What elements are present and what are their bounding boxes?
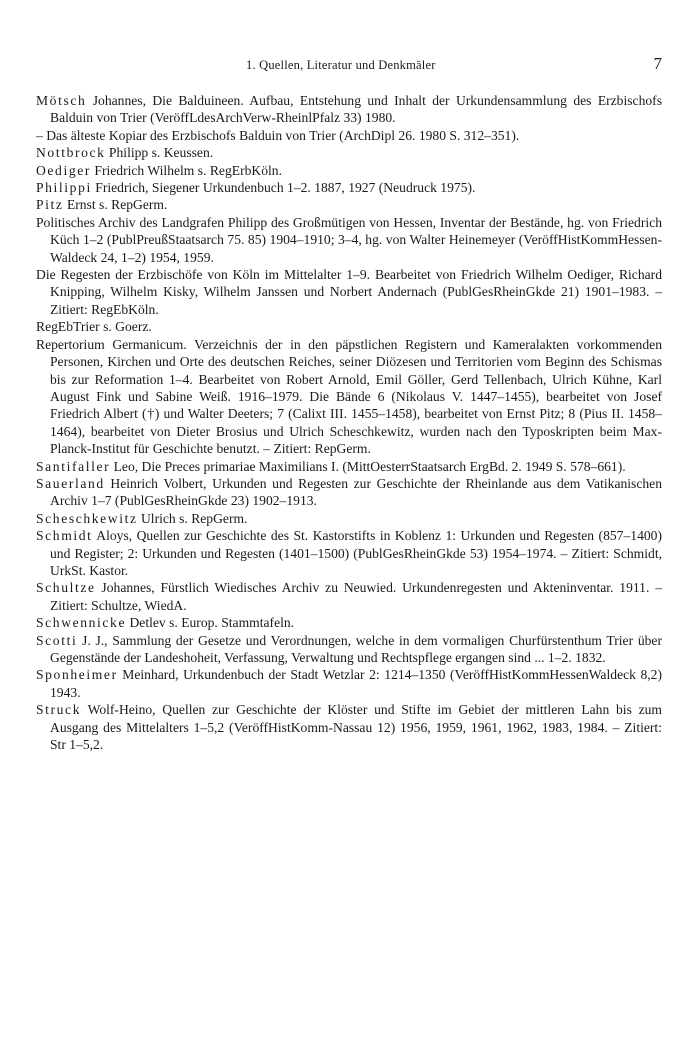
bibliography-entry — [36, 458, 662, 475]
entry-text: Johannes, Die Balduineen. Aufbau, Entstehung und Inhalt der Urkundensammlung des Erzbischofs Balduin von Trier (VeröffLdesArchVerw-RheinlPfalz 33) 1980. — [50, 93, 662, 126]
entry-text: Die Regesten der Erzbischöfe von Köln im Mittelalter 1–9. Bearbeitet von Friedrich Wilhelm Oediger, Richard Knipping, Wilhelm Kisky, Wilhelm Janssen und Norbert Andernach (PublGesRheinGkde 21) 1901–1983. – Zitiert: RegEbKöln. — [36, 267, 662, 317]
entry-author: Schmidt — [36, 528, 93, 544]
entry-author: Scheschkewitz — [36, 510, 138, 526]
entry-author: Pitz — [36, 197, 64, 213]
bibliography-entry — [36, 179, 662, 196]
page-header — [36, 56, 662, 76]
bibliography-entry — [36, 196, 662, 213]
entry-text: Friedrich Wilhelm s. RegErbKöln. — [90, 162, 282, 178]
entry-author: Philippi — [36, 180, 92, 196]
entry-text: Philipp s. Keussen. — [105, 145, 214, 161]
bibliography-entry — [36, 614, 662, 631]
entry-author: Schultze — [36, 580, 96, 596]
bibliography-list — [36, 92, 662, 753]
bibliography-entry — [36, 701, 662, 753]
bibliography-entry — [36, 579, 662, 614]
entry-author: Oediger — [36, 162, 91, 178]
bibliography-entry — [36, 475, 662, 510]
bibliography-entry — [36, 214, 662, 266]
entry-author: Nottbrock — [36, 145, 106, 161]
bibliography-entry — [36, 318, 662, 335]
entry-text: Leo, Die Preces primariae Maximilians I. (MittOesterrStaatsarch ErgBd. 2. 1949 S. 578–661). — [110, 458, 626, 474]
entry-text: Ulrich s. RepGerm. — [137, 510, 248, 526]
entry-text: Repertorium Germanicum. Verzeichnis der in den päpstlichen Registern und Kameralakten vorkommenden Personen, Kirchen und Orte des deutschen Reiches, seiner Diözesen und Territorien vom Beginn des Schismas bis zur Reformation 1–4. Bearbeitet von Robert Arnold, Emil Göller, Gerd Tellenbach, Ulrich Kühne, Karl August Fink und Sabine Weiß. 1916–1979. Die Bände 6 (Nikolaus V. 1447–1455), bearbeitet von Josef Friedrich Albert (†) und Walter Deeters; 7 (Calixt III. 1455–1458), bearbeitet von Ernst Pitz; 8 (Pius II. 1458–1464), bearbeitet von Dieter Brosius und Ulrich Scheschkewitz, wurden nach den Typoskripten beim Max-Planck-Institut für Geschichte benutzt. – Zitiert: RepGerm. — [36, 336, 662, 457]
page-number: 7 — [653, 54, 662, 73]
entry-text: Wolf-Heino, Quellen zur Geschichte der Klöster und Stifte im Gebiet der mittleren Lahn bis zum Ausgang des Mittelalters 1–5,2 (VeröffHistKomm-Nassau 12) 1956, 1959, 1961, 1962, 1983, 1984. – Zitiert: Str 1–5,2. — [50, 702, 662, 753]
entry-text: Aloys, Quellen zur Geschichte des St. Kastorstifts in Koblenz 1: Urkunden und Regesten (857–1400) und Register; 2: Urkunden und Regesten (1401–1500) (PublGesRheinGkde 53) 1954–1974. – Zitiert: Schmidt, UrkSt. Kastor. — [50, 528, 662, 578]
entry-author: Scotti — [36, 632, 78, 648]
entry-text: J. J., Sammlung der Gesetze und Verordnungen, welche in dem vormaligen Churfürstenthum Trier über Gegenstände der Landeshoheit, Verfassung, Verwaltung und Rechtspflege ergangen sind ... 1–2. 1832. — [50, 632, 662, 665]
entry-text: – Das älteste Kopiar des Erzbischofs Balduin von Trier (ArchDipl 26. 1980 S. 312–351). — [36, 127, 520, 143]
running-head: 1. Quellen, Literatur und Denkmäler — [246, 58, 436, 72]
bibliography-entry — [36, 144, 662, 161]
bibliography-entry — [36, 127, 662, 144]
entry-author: Schwennicke — [36, 615, 127, 631]
bibliography-entry — [36, 162, 662, 179]
entry-text: Ernst s. RepGerm. — [63, 197, 168, 213]
entry-text: RegEbTrier s. Goerz. — [36, 319, 152, 335]
entry-author: Struck — [36, 702, 82, 718]
entry-text: Politisches Archiv des Landgrafen Philipp des Großmütigen von Hessen, Inventar der Bestände, hg. von Friedrich Küch 1–2 (PublPreußStaatsarch 75. 85) 1904–1910; 3–4, hg. von Walter Heinemeyer (VeröffHistKommHessen-Waldeck 24, 1–2) 1954, 1959. — [36, 214, 662, 265]
bibliography-entry — [36, 632, 662, 667]
bibliography-entry — [36, 336, 662, 458]
bibliography-entry — [36, 666, 662, 701]
entry-text: Johannes, Fürstlich Wiedisches Archiv zu Neuwied. Urkundenregesten und Akteninventar. 1911. – Zitiert: Schultze, WiedA. — [50, 580, 662, 613]
entry-author: Santifaller — [36, 458, 111, 474]
entry-text: Friedrich, Siegener Urkundenbuch 1–2. 1887, 1927 (Neudruck 1975). — [91, 180, 476, 196]
entry-text: Detlev s. Europ. Stammtafeln. — [126, 615, 295, 631]
entry-text: Heinrich Volbert, Urkunden und Regesten zur Geschichte der Rheinlande aus dem Vatikanischen Archiv 1–7 (PublGesRheinGkde 23) 1902–1913. — [50, 475, 662, 509]
entry-author: Sauerland — [36, 475, 105, 491]
entry-author: Mötsch — [36, 93, 87, 108]
bibliography-entry — [36, 266, 662, 318]
bibliography-entry — [36, 92, 662, 127]
entry-text: Meinhard, Urkundenbuch der Stadt Wetzlar 2: 1214–1350 (VeröffHistKommHessenWaldeck 8,2) 1943. — [50, 667, 662, 700]
bibliography-entry — [36, 527, 662, 579]
entry-author: Sponheimer — [36, 667, 118, 683]
bibliography-entry — [36, 510, 662, 527]
